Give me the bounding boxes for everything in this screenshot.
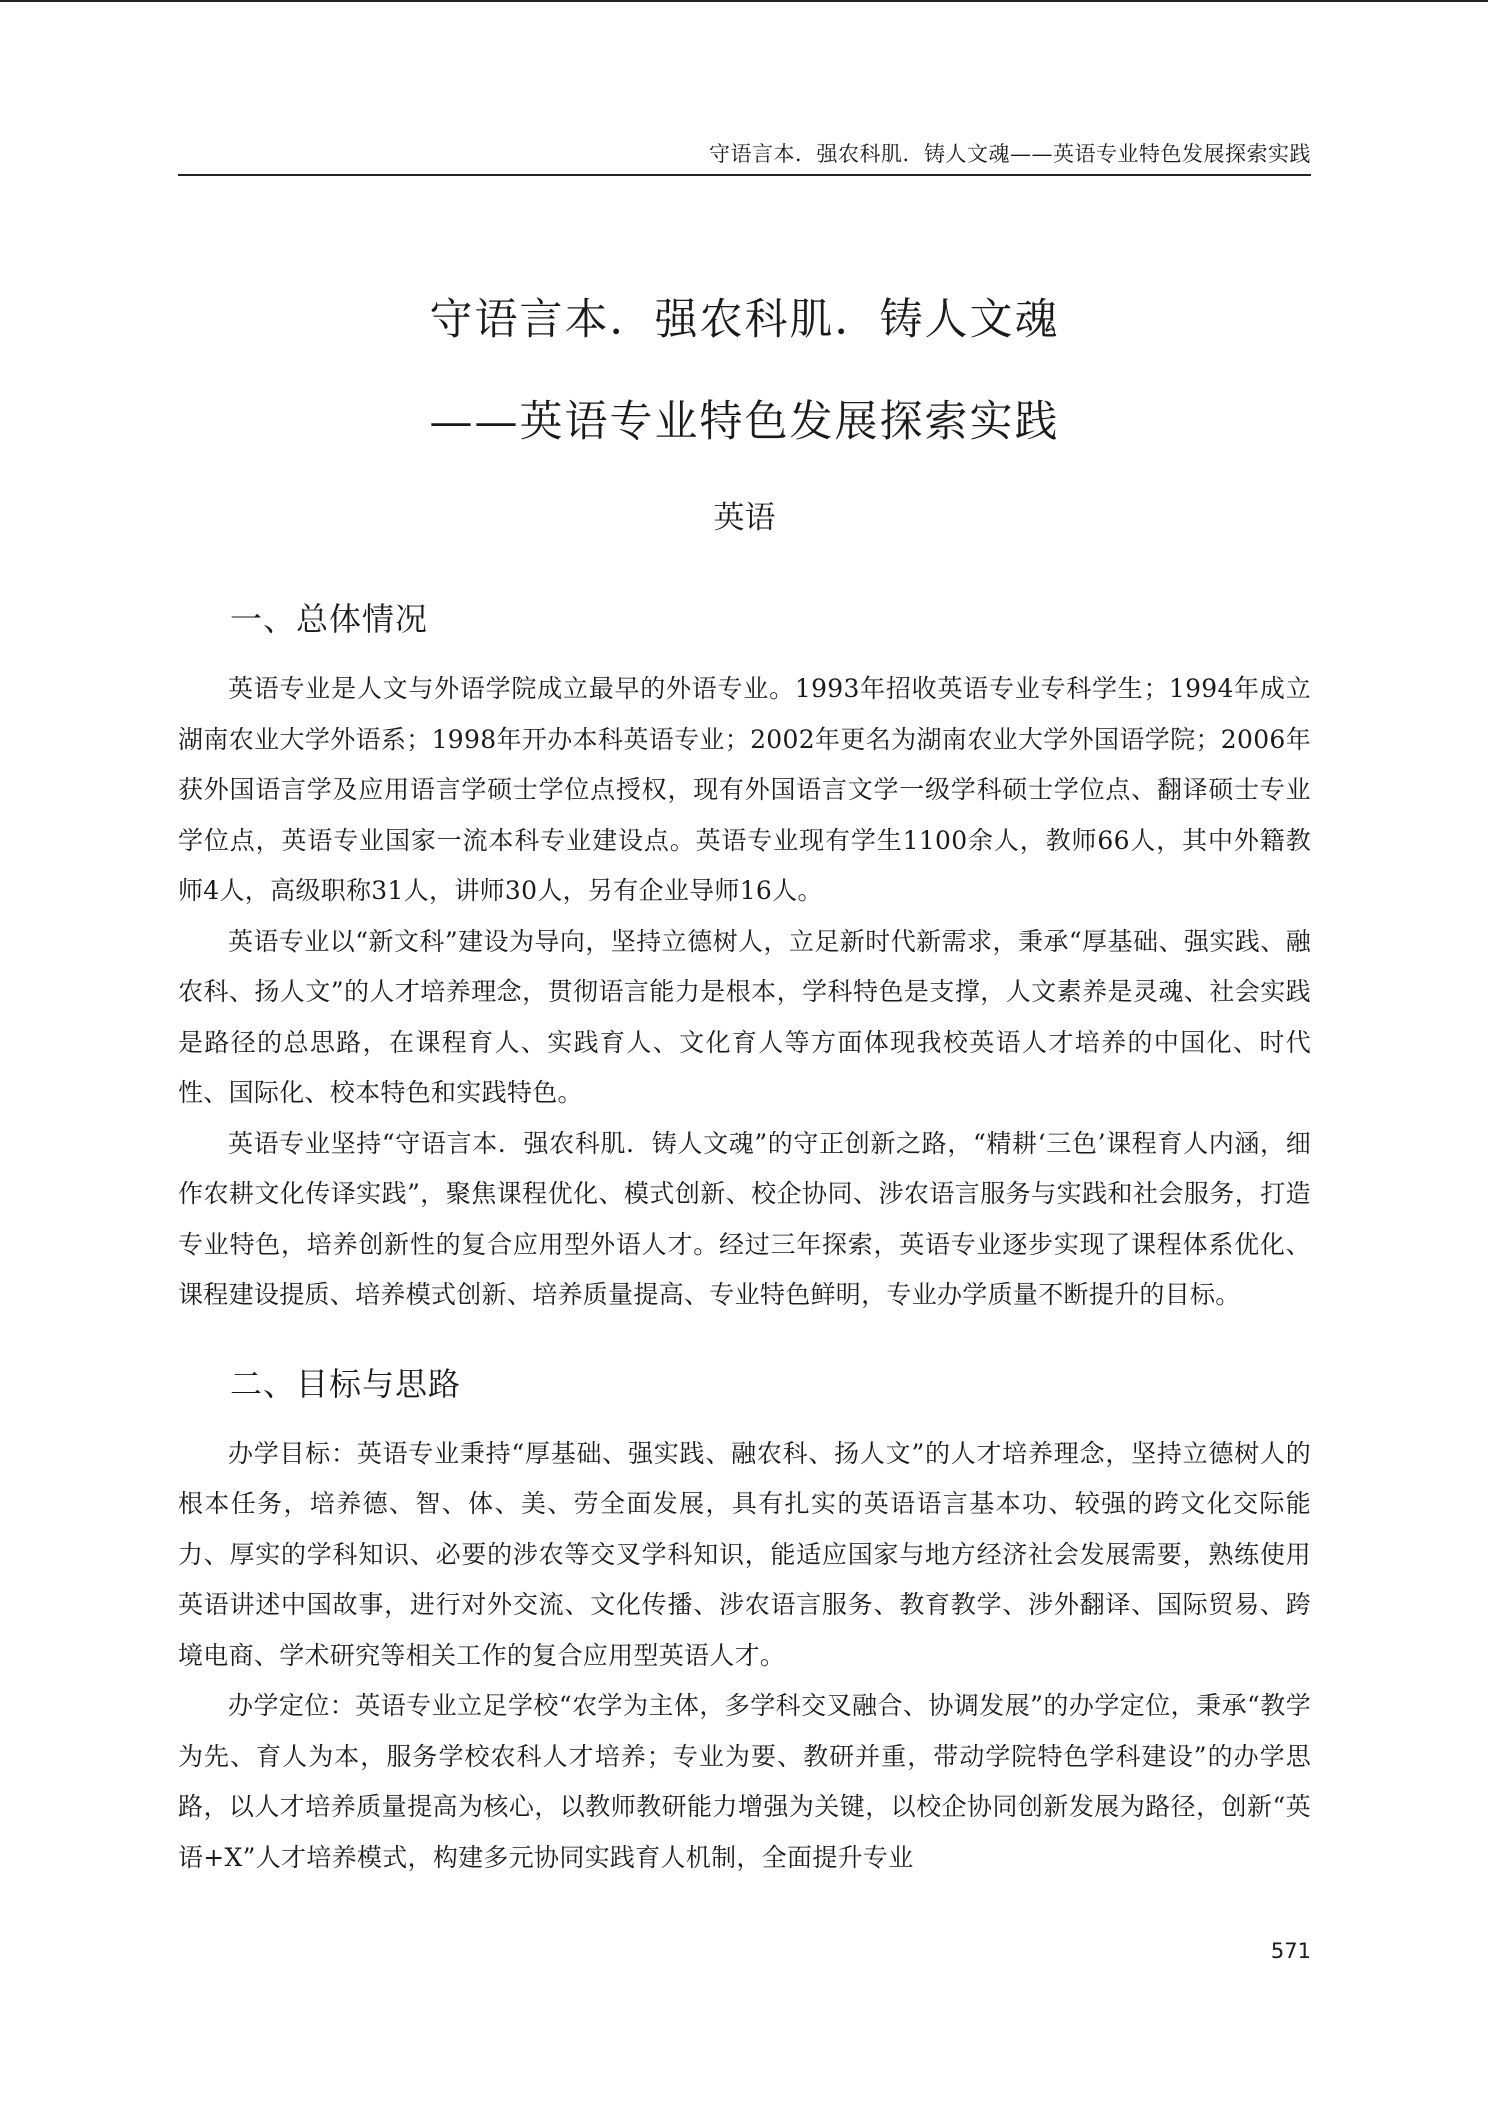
section-heading-overview: 一、总体情况 — [230, 600, 429, 638]
top-border-line — [0, 0, 1488, 2]
article-subtitle: ——英语专业特色发展探索实践 — [429, 397, 1060, 447]
article-body — [178, 596, 1311, 1883]
article-author: 英语 — [713, 500, 776, 536]
paragraph: 英语专业以“新文科”建设为导向，坚持立德树人，立足新时代新需求，秉承“厚基础、强实践、融农科、扬人文”的人才培养理念，贯彻语言能力是根本，学科特色是支撑，人文素养是灵魂、社会实践是路径的总思路，在课程育人、实践育人、文化育人等方面体现我校英语人才培养的中国化、时代性、国际化、校本特色和实践特色。 — [178, 926, 1311, 1107]
page-number: 571 — [1270, 1939, 1311, 1963]
paragraph: 英语专业坚持“守语言本．强农科肌．铸人文魂”的守正创新之路，“精耕‘三色’课程育人内涵，细作农耕文化传译实践”，聚焦课程优化、模式创新、校企协同、涉农语言服务与实践和社会服务，打造专业特色，培养创新性的复合应用型外语人才。经过三年探索，英语专业逐步实现了课程体系优化、课程建设提质、培养模式创新、培养质量提高、专业特色鲜明，专业办学质量不断提升的目标。 — [178, 1128, 1311, 1309]
article-title: 守语言本．强农科肌．铸人文魂 — [429, 295, 1060, 345]
section-heading-goals: 二、目标与思路 — [230, 1364, 462, 1403]
running-header — [178, 140, 1311, 176]
article-title-block — [178, 290, 1311, 540]
paragraph: 办学目标：英语专业秉持“厚基础、强实践、融农科、扬人文”的人才培养理念，坚持立德树人的根本任务，培养德、智、体、美、劳全面发展，具有扎实的英语语言基本功、较强的跨文化交际能力、厚实的学科知识、必要的涉农等交叉学科知识，能适应国家与地方经济社会发展需要，熟练使用英语讲述中国故事，进行对外交流、文化传播、涉农语言服务、教育教学、涉外翻译、国际贸易、跨境电商、学术研究等相关工作的复合应用型英语人才。 — [178, 1438, 1311, 1670]
running-header-title: 守语言本．强农科肌．铸人文魂——英语专业特色发展探索实践 — [709, 142, 1311, 166]
paragraph: 办学定位：英语专业立足学校“农学为主体，多学科交叉融合、协调发展”的办学定位，秉承“教学为先、育人为本，服务学校农科人才培养；专业为要、教研并重，带动学院特色学科建设”的办学思路，以人才培养质量提高为核心，以教师教研能力增强为关键，以校企协同创新发展为路径，创新“英语+X”人才培养模式，构建多元协同实践育人机制，全面提升专业 — [178, 1691, 1311, 1872]
paragraph: 英语专业是人文与外语学院成立最早的外语专业。1993年招收英语专业专科学生；1994年成立湖南农业大学外语系；1998年开办本科英语专业；2002年更名为湖南农业大学外国语学院；2006年获外国语言学及应用语言学硕士学位点授权，现有外国语言文学一级学科硕士学位点、翻译硕士专业学位点，英语专业国家一流本科专业建设点。英语专业现有学生1100余人，教师66人，其中外籍教师4人，高级职称31人，讲师30人，另有企业导师16人。 — [178, 674, 1311, 905]
